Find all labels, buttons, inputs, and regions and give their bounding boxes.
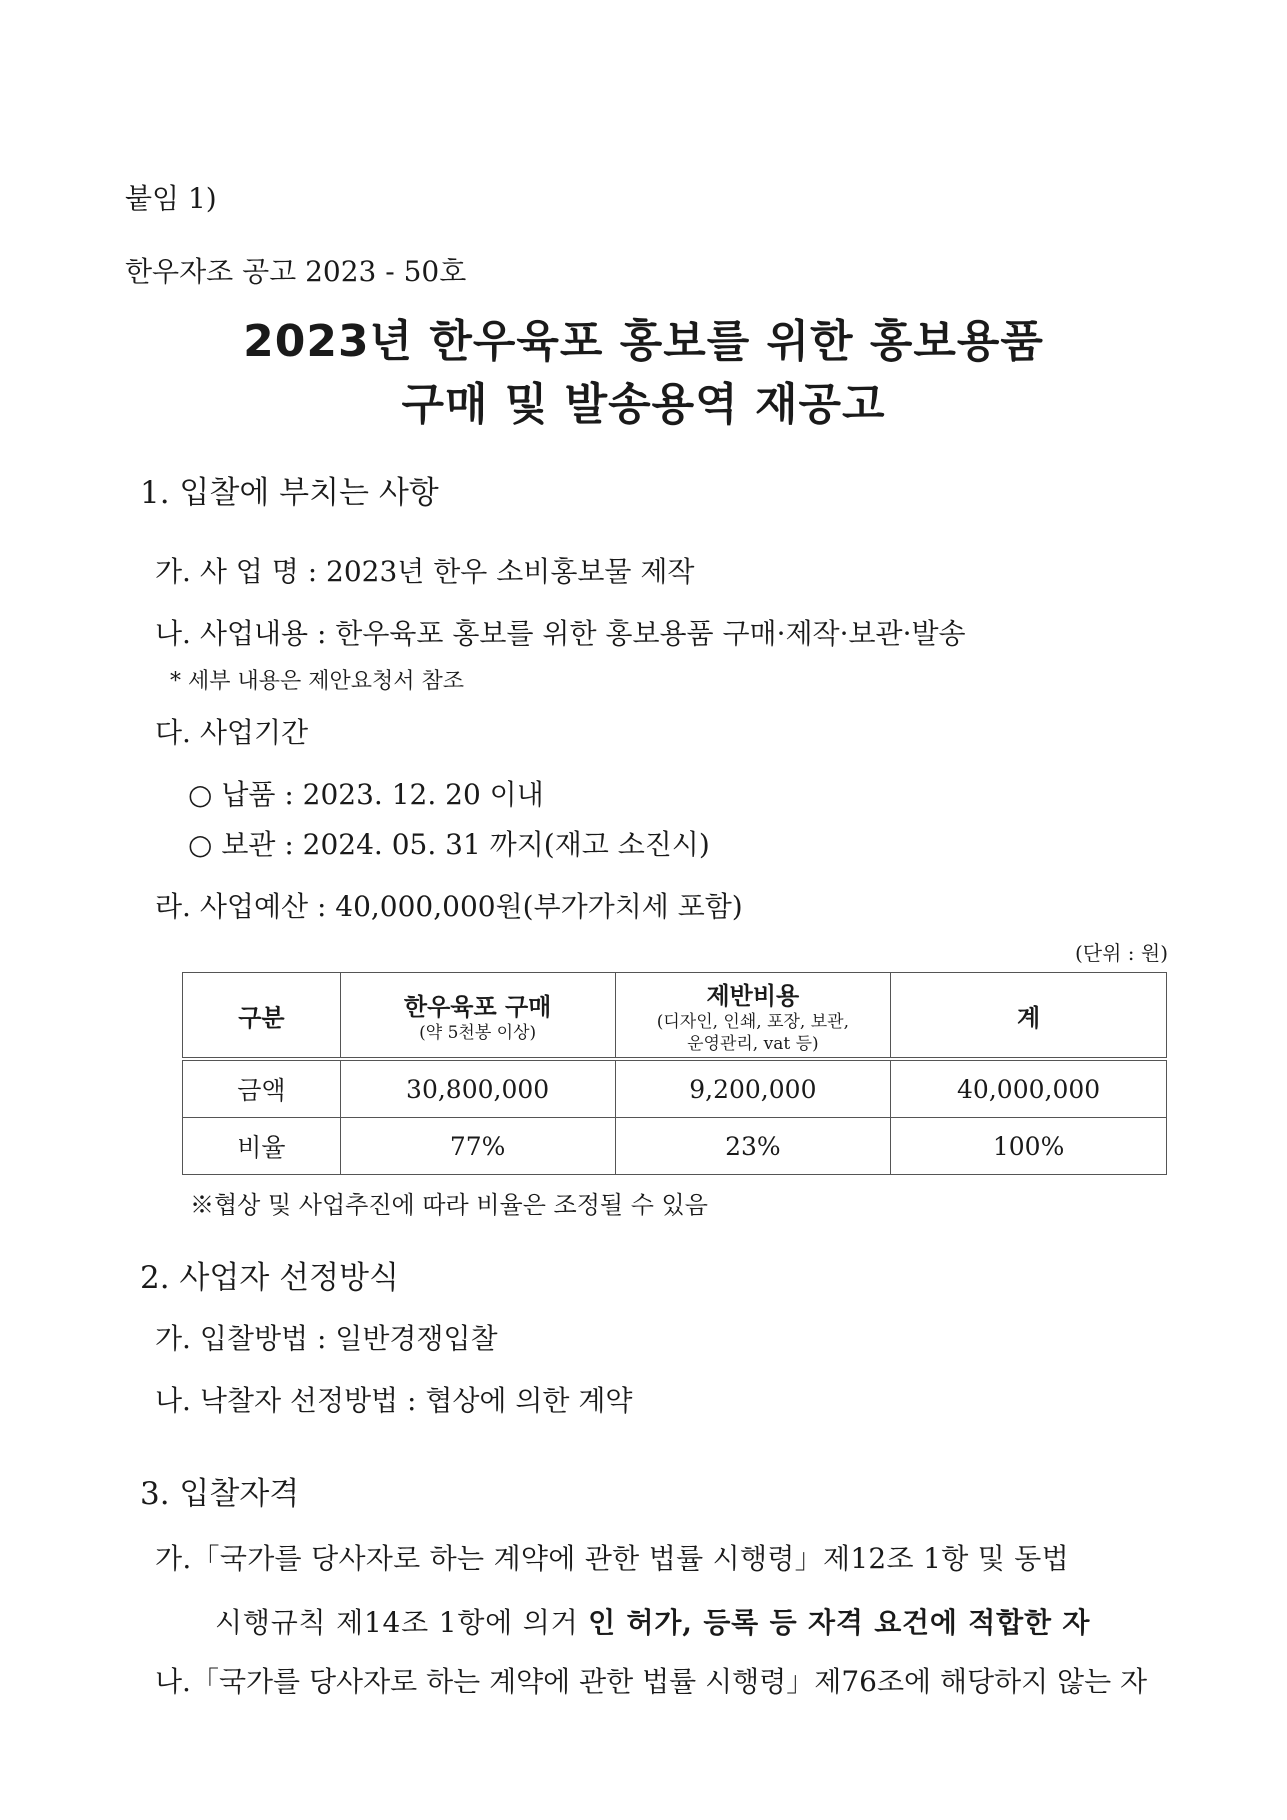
cell-ratio-general: 23% xyxy=(615,1118,891,1175)
header-jerky-purchase: 한우육포 구매 (약 5천봉 이상) xyxy=(340,973,615,1060)
section1-item-b-note: * 세부 내용은 제안요청서 참조 xyxy=(170,669,464,694)
section1-heading: 1. 입찰에 부치는 사항 xyxy=(140,475,439,511)
budget-table-header xyxy=(183,973,1167,1060)
section2-item-b: 나. 낙찰자 선정방법 : 협상에 의한 계약 xyxy=(155,1384,633,1417)
section3-item-a-emphasis: 인 허가, 등록 등 자격 요건에 적합한 자 xyxy=(588,1606,1091,1639)
section3-item-a-line2 xyxy=(215,1606,1090,1640)
unit-label: (단위 : 원) xyxy=(1075,941,1169,965)
period-storage: ○ 보관 : 2024. 05. 31 까지(재고 소진시) xyxy=(188,828,710,861)
header-category: 구분 xyxy=(183,973,341,1060)
notice-number: 한우자조 공고 2023 - 50호 xyxy=(125,255,467,288)
document-title-line1: 2023년 한우육포 홍보를 위한 홍보용품 xyxy=(243,316,1044,367)
section3-item-a-line1: 가.「국가를 당사자로 하는 계약에 관한 법률 시행령」제12조 1항 및 동법 xyxy=(155,1542,1069,1575)
cell-ratio-total: 100% xyxy=(891,1118,1167,1175)
budget-table xyxy=(182,972,1167,1175)
cell-amount-general: 9,200,000 xyxy=(615,1059,891,1118)
document-title-line2: 구매 및 발송용역 재공고 xyxy=(401,379,886,430)
table-row xyxy=(183,1059,1167,1118)
section1-item-d: 라. 사업예산 : 40,000,000원(부가가치세 포함) xyxy=(155,890,743,923)
section3-heading: 3. 입찰자격 xyxy=(140,1476,300,1512)
table-row xyxy=(183,1118,1167,1175)
section2-item-a: 가. 입찰방법 : 일반경쟁입찰 xyxy=(155,1322,498,1355)
section1-item-b: 나. 사업내용 : 한우육포 홍보를 위한 홍보용품 구매·제작·보관·발송 xyxy=(155,617,966,650)
section3-item-a-text: 시행규칙 제14조 1항에 의거 xyxy=(215,1606,589,1639)
section3-item-b: 나.「국가를 당사자로 하는 계약에 관한 법률 시행령」제76조에 해당하지 않는 자 xyxy=(155,1665,1148,1698)
header-general-costs: 제반비용 (디자인, 인쇄, 포장, 보관, 운영관리, vat 등) xyxy=(615,973,891,1060)
period-delivery: ○ 납품 : 2023. 12. 20 이내 xyxy=(188,778,544,811)
section1-item-c: 다. 사업기간 xyxy=(155,716,309,749)
attachment-label: 붙임 1) xyxy=(125,182,217,215)
row-label-amount: 금액 xyxy=(183,1059,341,1118)
cell-amount-total: 40,000,000 xyxy=(891,1059,1167,1118)
header-total: 계 xyxy=(891,973,1167,1060)
section2-heading: 2. 사업자 선정방식 xyxy=(140,1260,399,1296)
cell-ratio-jerky: 77% xyxy=(340,1118,615,1175)
cell-amount-jerky: 30,800,000 xyxy=(340,1059,615,1118)
row-label-ratio: 비율 xyxy=(183,1118,341,1175)
section1-item-a: 가. 사 업 명 : 2023년 한우 소비홍보물 제작 xyxy=(155,555,695,588)
table-note: ※협상 및 사업추진에 따라 비율은 조정될 수 있음 xyxy=(190,1191,708,1219)
